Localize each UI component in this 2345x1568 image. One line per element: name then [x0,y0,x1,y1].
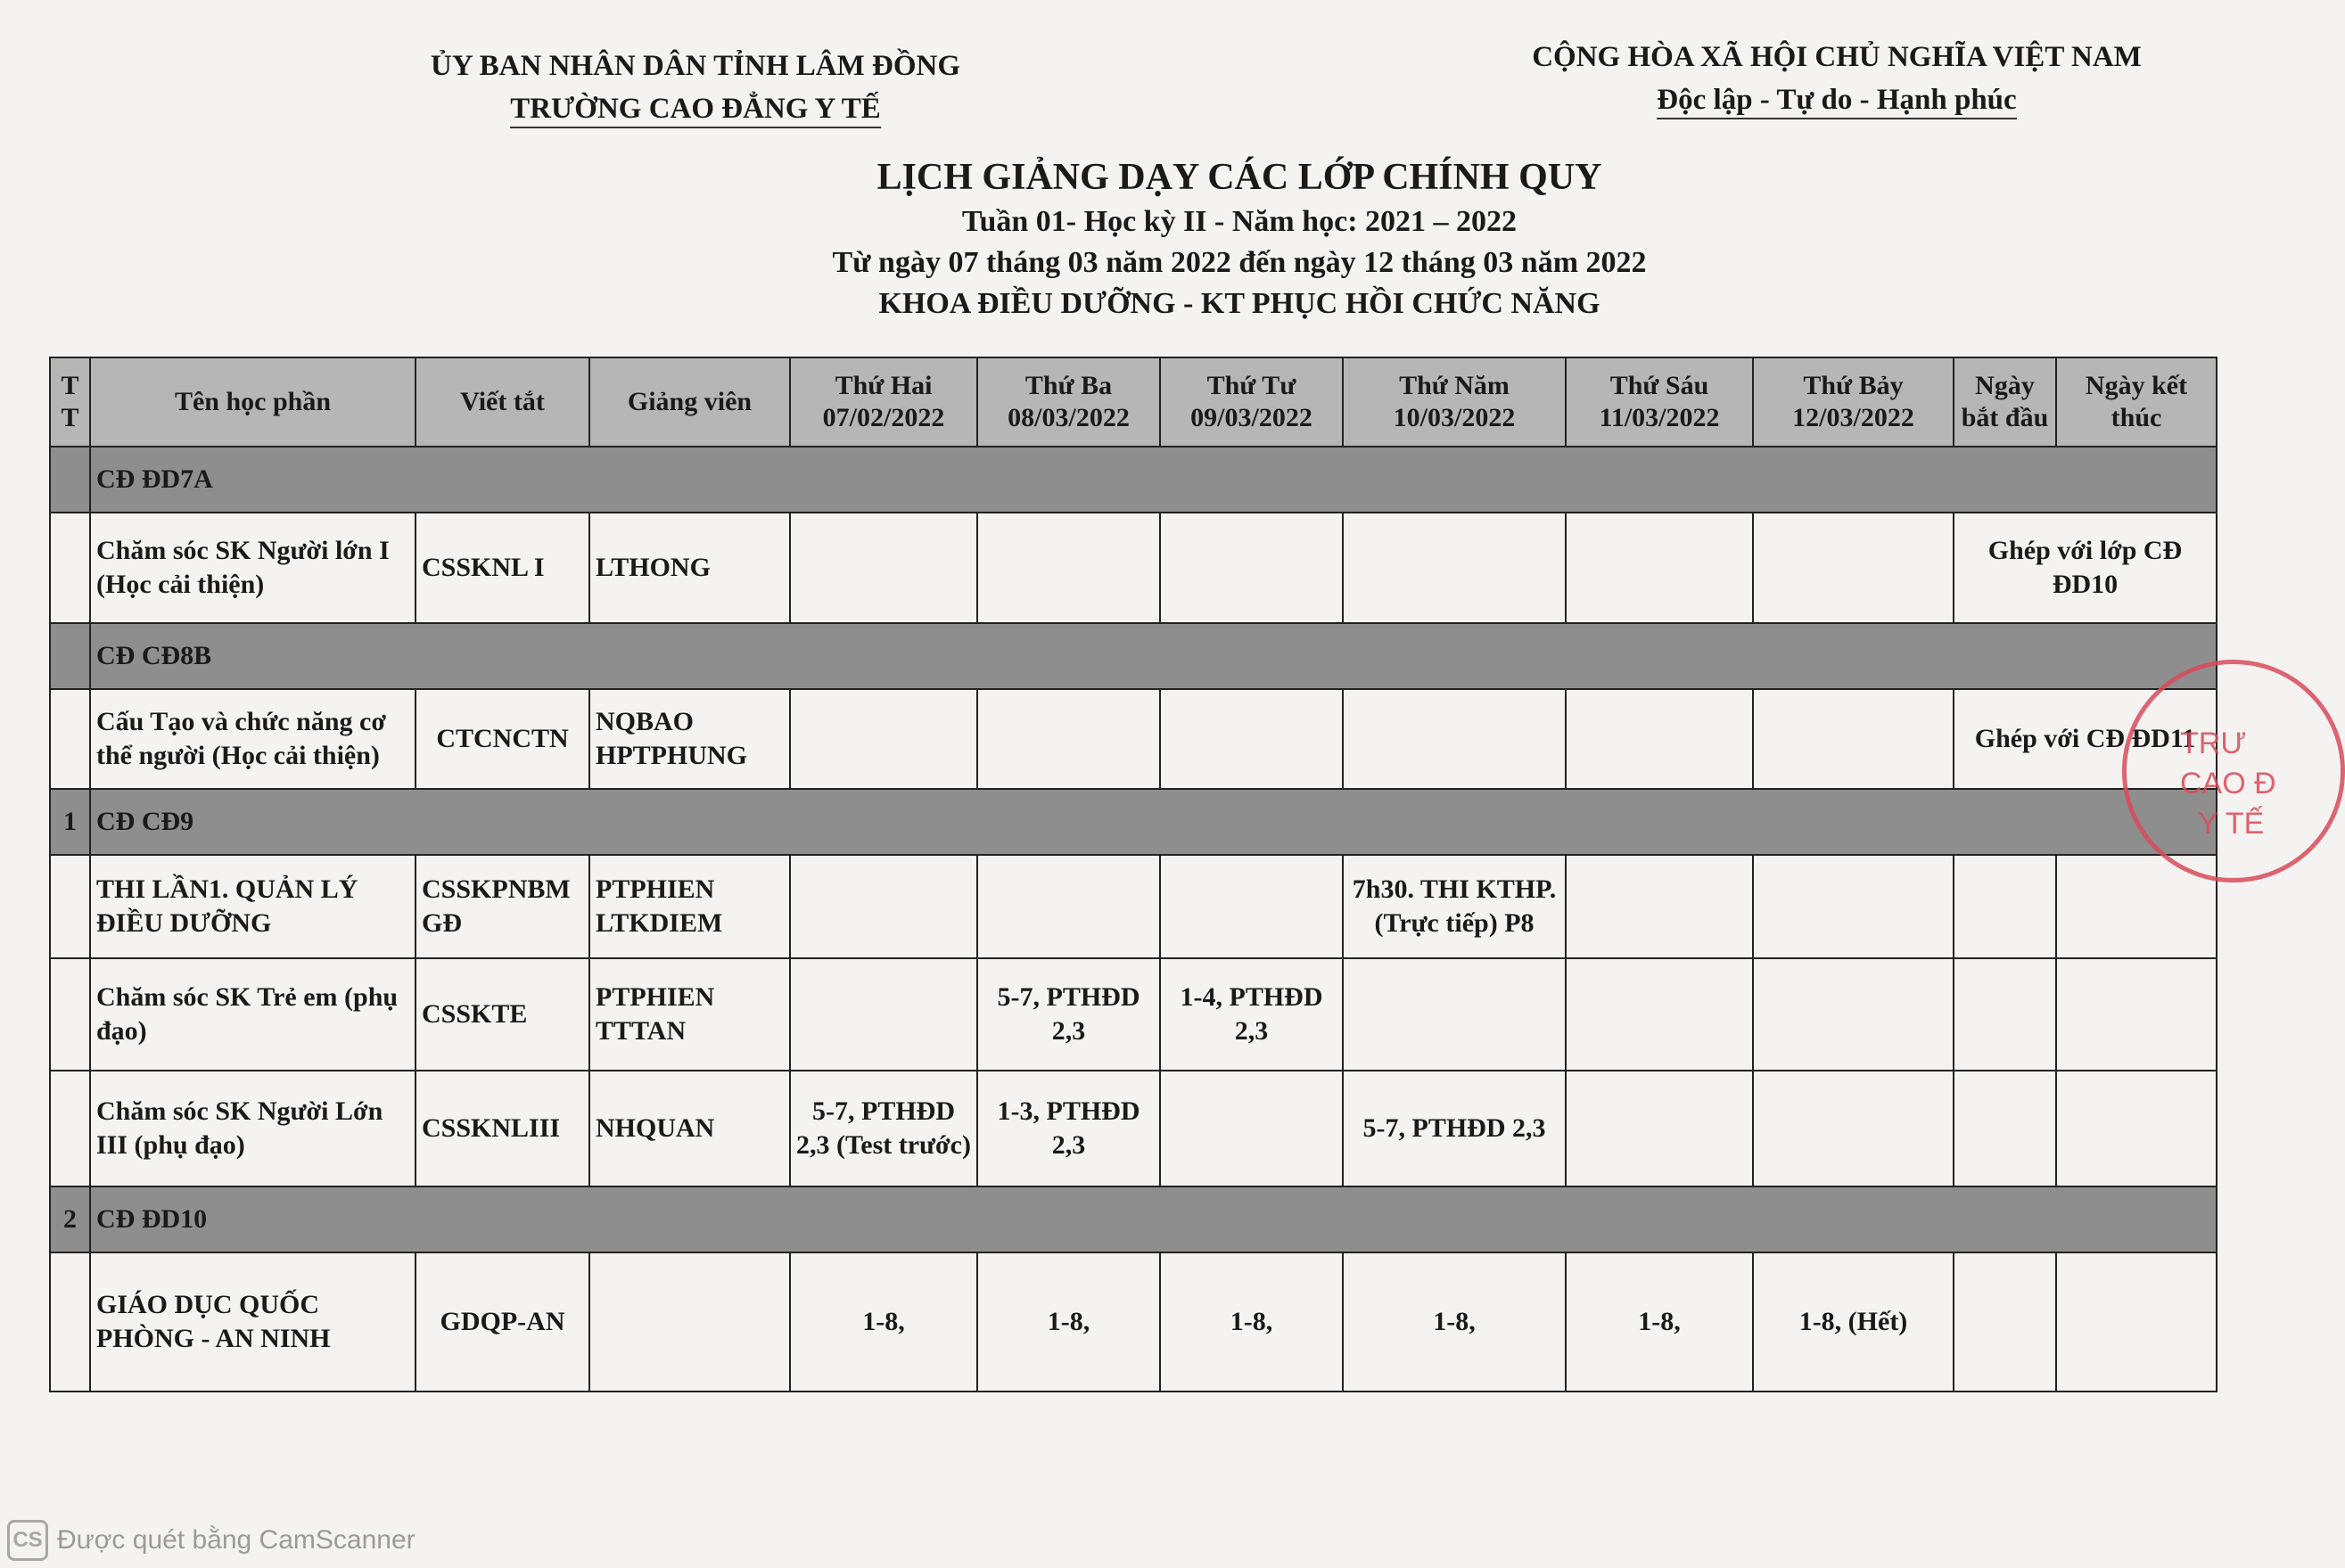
scanner-watermark [7,1520,416,1561]
sat-cell: 1-8, (Hết) [1753,1252,1954,1391]
col-sat: Thứ Bảy 12/03/2022 [1753,357,1954,447]
teacher-cell: PTPHIEN TTTAN [589,958,790,1071]
thu-cell: 5-7, PTHĐD 2,3 [1343,1071,1566,1186]
teacher-cell: LTHONG [589,513,790,623]
abbr-cell: CSSKNL I [416,513,589,623]
national-title: CỘNG HÒA XÃ HỘI CHỦ NGHĨA VIỆT NAM [1532,41,2142,73]
col-wed: Thứ Tư 09/03/2022 [1160,357,1343,447]
province-name: ỦY BAN NHÂN DÂN TỈNH LÂM ĐỒNG [430,50,961,82]
start-cell [1954,1071,2056,1186]
stamp-text-1: TRƯ [2180,727,2247,760]
sat-cell [1753,689,1954,789]
mon-cell [790,689,977,789]
header-left [383,45,1008,130]
col-abbr: Viết tắt [416,357,589,447]
end-cell [2056,958,2217,1071]
wed-cell: 1-8, [1160,1252,1343,1391]
subject-cell: Chăm sóc SK Người Lớn III (phụ đạo) [90,1071,416,1186]
wed-cell [1160,1071,1343,1186]
national-motto: Độc lập - Tự do - Hạnh phúc [1657,84,2016,119]
mon-cell [790,513,977,623]
subject-cell: Chăm sóc SK Người lớn I (Học cải thiện) [90,513,416,623]
fri-cell: 1-8, [1566,1252,1753,1391]
school-name: TRƯỜNG CAO ĐẲNG Y TẾ [510,93,881,128]
table-row [50,1252,2217,1391]
col-tue: Thứ Ba 08/03/2022 [977,357,1160,447]
group-name: CĐ CĐ9 [90,789,2217,855]
group-tt: 1 [50,789,90,855]
abbr-cell: GDQP-AN [416,1252,589,1391]
teacher-cell: NHQUAN [589,1071,790,1186]
mon-cell: 1-8, [790,1252,977,1391]
date-range: Từ ngày 07 tháng 03 năm 2022 đến ngày 12 tháng 03 năm 2022 [832,246,1647,279]
title-block [624,153,1855,324]
abbr-cell: CSSKPNBMGĐ [416,855,589,958]
week-info: Tuần 01- Học kỳ II - Năm học: 2021 – 2022 [961,205,1518,238]
tue-cell [977,855,1160,958]
start-cell [1954,958,2056,1071]
class-group-row [50,447,2217,513]
teacher-cell: PTPHIEN LTKDIEM [589,855,790,958]
header-right [1525,36,2149,121]
fri-cell [1566,689,1753,789]
fri-cell [1566,855,1753,958]
table-row [50,1071,2217,1186]
thu-cell: 7h30. THI KTHP. (Trực tiếp) P8 [1343,855,1566,958]
stamp-text-2: CAO Đ [2180,767,2276,800]
thu-cell: 1-8, [1343,1252,1566,1391]
sat-cell [1753,958,1954,1071]
col-end: Ngày kết thúc [2056,357,2217,447]
wed-cell: 1-4, PTHĐD 2,3 [1160,958,1343,1071]
sat-cell [1753,513,1954,623]
col-thu: Thứ Năm 10/03/2022 [1343,357,1566,447]
col-fri: Thứ Sáu 11/03/2022 [1566,357,1753,447]
col-mon: Thứ Hai 07/02/2022 [790,357,977,447]
class-group-row [50,1186,2217,1252]
group-name: CĐ ĐD10 [90,1186,2217,1252]
col-subject: Tên học phần [90,357,416,447]
fri-cell [1566,513,1753,623]
abbr-cell: CSSKNLIII [416,1071,589,1186]
schedule-table [49,357,2217,1392]
header-row [50,357,2217,447]
official-stamp [2122,660,2345,883]
stamp-text-3: Y TẾ [2198,807,2265,841]
subject-cell: GIÁO DỤC QUỐC PHÒNG - AN NINH [90,1252,416,1391]
mon-cell: 5-7, PTHĐD 2,3 (Test trước) [790,1071,977,1186]
tue-cell: 1-8, [977,1252,1160,1391]
start-cell [1954,1252,2056,1391]
col-start: Ngày bắt đầu [1954,357,2056,447]
end-cell [2056,1071,2217,1186]
table-row [50,958,2217,1071]
group-tt [50,447,90,513]
camscanner-logo-icon: CS [7,1520,48,1561]
mon-cell [790,855,977,958]
abbr-cell: CTCNCTN [416,689,589,789]
subject-cell: Cấu Tạo và chức năng cơ thể người (Học cải thiện) [90,689,416,789]
scanner-text: Được quét bằng CamScanner [57,1525,416,1555]
class-group-row [50,623,2217,689]
thu-cell [1343,689,1566,789]
col-teacher: Giảng viên [589,357,790,447]
mon-cell [790,958,977,1071]
teacher-cell: NQBAO HPTPHUNG [589,689,790,789]
wed-cell [1160,513,1343,623]
subject-cell: Chăm sóc SK Trẻ em (phụ đạo) [90,958,416,1071]
department-name: KHOA ĐIỀU DƯỠNG - KT PHỤC HỒI CHỨC NĂNG [878,287,1600,320]
group-tt: 2 [50,1186,90,1252]
table-row [50,855,2217,958]
fri-cell [1566,1071,1753,1186]
table-row [50,513,2217,623]
thu-cell [1343,513,1566,623]
tue-cell [977,513,1160,623]
group-name: CĐ CĐ8B [90,623,2217,689]
abbr-cell: CSSKTE [416,958,589,1071]
subject-cell: THI LẦN1. QUẢN LÝ ĐIỀU DƯỠNG [90,855,416,958]
start-cell [1954,855,2056,958]
sat-cell [1753,855,1954,958]
table-row [50,689,2217,789]
tue-cell: 1-3, PTHĐD 2,3 [977,1071,1160,1186]
wed-cell [1160,689,1343,789]
end-cell [2056,1252,2217,1391]
document-title: LỊCH GIẢNG DẠY CÁC LỚP CHÍNH QUY [876,157,1602,198]
thu-cell [1343,958,1566,1071]
tue-cell [977,689,1160,789]
group-name: CĐ ĐD7A [90,447,2217,513]
note-cell: Ghép với CĐ ĐD11 [1954,689,2217,789]
class-group-row [50,789,2217,855]
col-tt: T T [50,357,90,447]
note-cell: Ghép với lớp CĐ ĐD10 [1954,513,2217,623]
sat-cell [1753,1071,1954,1186]
tue-cell: 5-7, PTHĐD 2,3 [977,958,1160,1071]
wed-cell [1160,855,1343,958]
teacher-cell [589,1252,790,1391]
group-tt [50,623,90,689]
fri-cell [1566,958,1753,1071]
